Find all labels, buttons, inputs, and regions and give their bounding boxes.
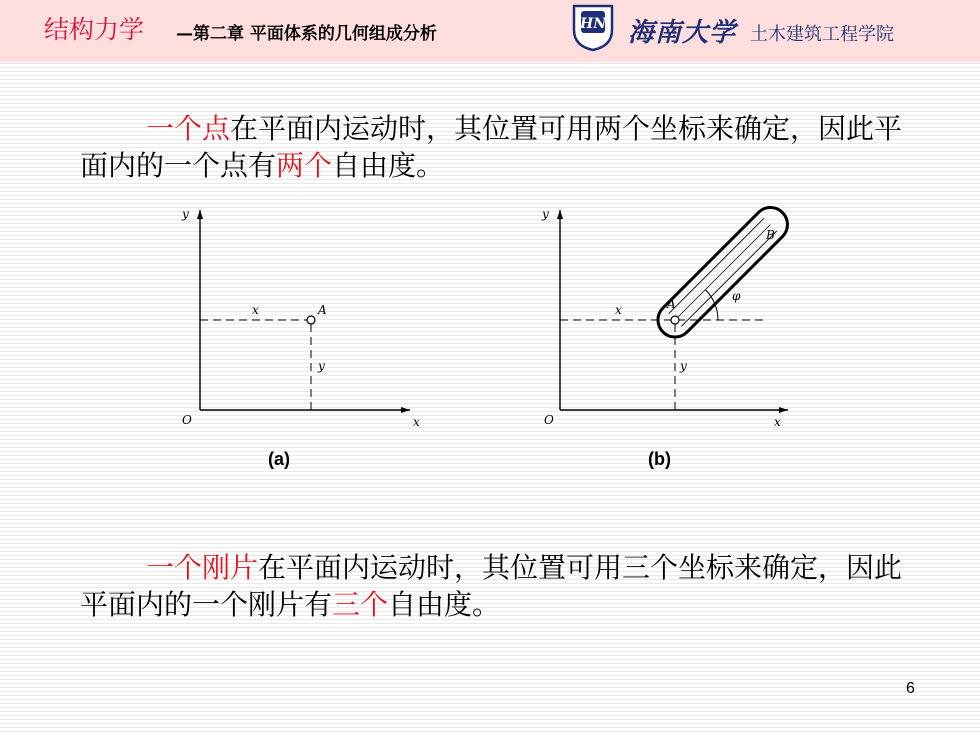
rigid-text-2: 自由度。 [388,588,501,621]
figure-b-caption: (b) [648,449,671,469]
x-axis-label: x [774,415,781,429]
logo-text: HN [579,16,607,32]
highlight-three: 三个 [332,588,389,621]
rigid-text-1: 在平面内运动时，其位置可用三个坐标来确定，因此平面内的一个刚片有 [80,551,903,621]
point-b-label: B [766,228,775,242]
point-text-1: 在平面内运动时，其位置可用两个坐标来确定，因此平面内的一个点有 [80,112,903,182]
rigid-body-dof-paragraph [80,549,910,623]
point-text-2: 自由度。 [332,149,445,182]
y-coordinate-label: y [680,359,687,373]
highlight-two: 两个 [276,149,333,182]
y-axis-label: y [542,207,549,221]
university-name: 海南大学 [628,18,737,48]
x-coordinate-label: x [252,303,259,317]
point-a-marker [307,316,315,324]
origin-label: O [544,413,554,427]
point-a-label: A [318,303,327,317]
chapter-title: —第二章 平面体系的几何组成分析 [176,24,437,44]
point-dof-paragraph [80,110,910,184]
page-number: 6 [906,680,915,697]
college-name: 土木建筑工程学院 [750,24,894,45]
highlight-rigid-body: 一个刚片 [146,551,259,584]
university-logo-icon [568,2,618,52]
x-axis-label: x [413,415,420,429]
figure-a-point [170,200,430,435]
highlight-point: 一个点 [146,112,231,145]
point-a-marker [671,316,679,324]
origin-label: O [182,413,192,427]
x-coordinate-label: x [615,303,622,317]
point-a-label: A [667,297,676,311]
y-coordinate-label: y [318,359,325,373]
slide-header [0,0,980,62]
figure-b-rigid-body [536,200,806,435]
angle-phi-label: φ [732,289,741,303]
y-axis-label: y [182,207,189,221]
course-title: 结构力学 [44,15,145,44]
figure-a-caption: (a) [268,449,290,469]
